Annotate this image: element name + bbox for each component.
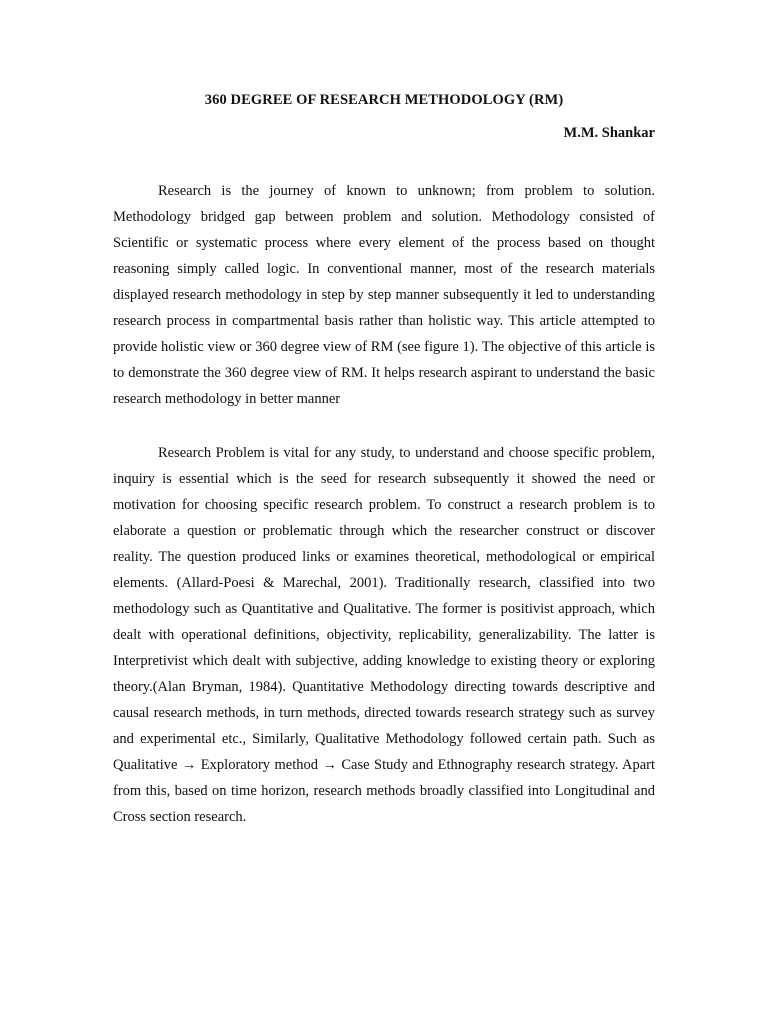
document-title: 360 DEGREE OF RESEARCH METHODOLOGY (RM) [204,92,564,108]
paragraph-research-problem: Research Problem is vital for any study, to understand and choose specific problem, inquiry is essential which is the seed for research subsequently it showed the need or motivation for choosing specific research problem. To construct a research problem is to elaborate a question or problematic through which the researcher construct or discover reality. The question produced links or examines theoretical, methodological or empirical elements. (Allard-Poesi & Marechal, 2001). Traditionally research, classified into two methodology such as Quantitative and Qualitative. The former is positivist approach, which dealt with operational definitions, objectivity, replicability, generalizability. The latter is Interpretivist which dealt with subjective, adding knowledge to existing theory or exploring theory.(Alan Bryman, 1984). Quantitative Methodology directing towards descriptive and causal research methods, in turn methods, directed towards research strategy such as survey and experimental etc., Similarly, Qualitative Methodology followed certain path. Such as Qualitative → Exploratory method → Case Study and Ethnography research strategy. Apart from this, based on time horizon, research methods broadly classified into Longitudinal and Cross section research. [113,445,655,825]
author-name: M.M. Shankar [563,125,655,141]
paragraph-intro: Research is the journey of known to unknown; from problem to solution. Methodology bridged gap between problem and solution. Methodology consisted of Scientific or systematic process where every element of the process based on thought reasoning simply called logic. In conventional manner, most of the research materials displayed research methodology in step by step manner subsequently it led to understanding research process in compartmental basis rather than holistic way. This article attempted to provide holistic view or 360 degree view of RM (see figure 1). The objective of this article is to demonstrate the 360 degree view of RM. It helps research aspirant to understand the basic research methodology in better manner [113,183,655,407]
